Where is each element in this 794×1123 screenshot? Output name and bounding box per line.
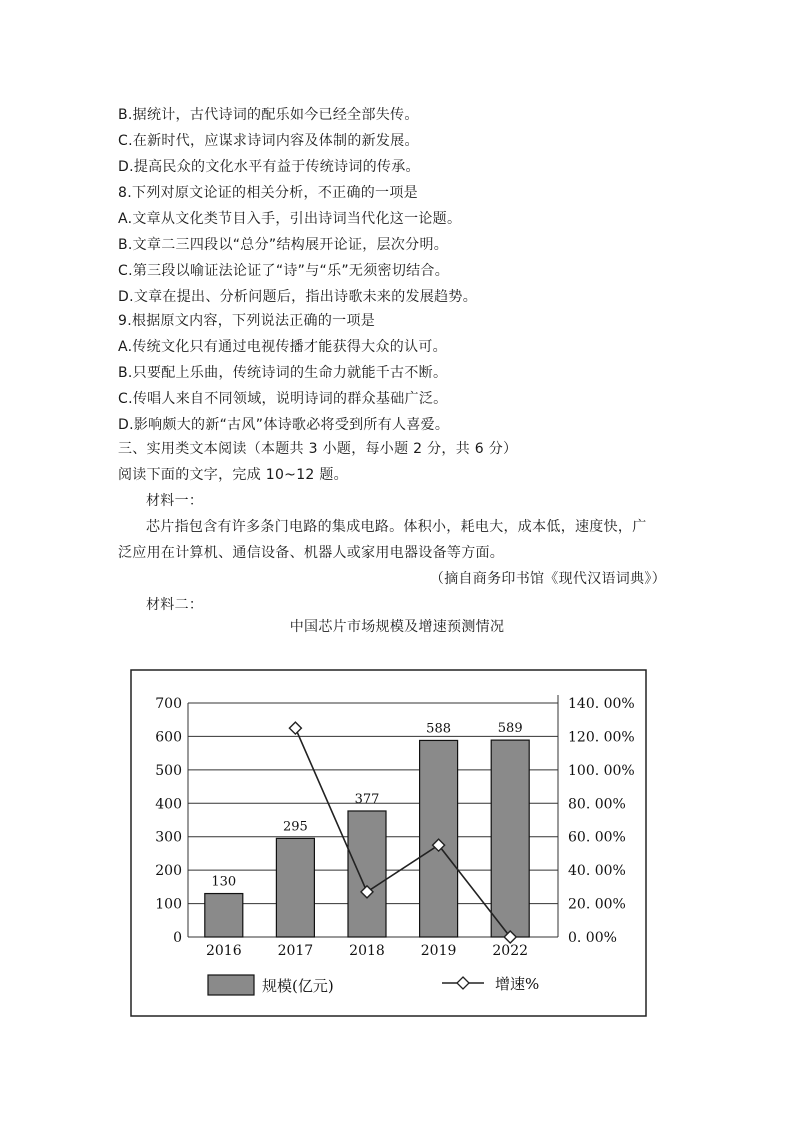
material-1-body-1: 芯片指包含有许多条门电路的集成电路。体积小，耗电大，成本低，速度快，广 xyxy=(146,519,647,535)
x-tick-label: 2019 xyxy=(420,943,457,959)
material-2-label: 材料二： xyxy=(146,597,204,613)
question-8: 8.下列对原文论证的相关分析，不正确的一项是 xyxy=(118,185,418,201)
legend-line-label: 增速% xyxy=(495,975,540,993)
y-right-tick-label: 140. 00% xyxy=(568,696,635,712)
q8-option-b: B.文章二三四段以“总分”结构展开论证，层次分明。 xyxy=(118,237,449,253)
bar xyxy=(491,740,529,937)
y-right-tick-label: 60. 00% xyxy=(568,829,626,846)
bar-data-label: 295 xyxy=(282,819,308,835)
growth-line xyxy=(295,728,510,937)
bar-data-label: 130 xyxy=(211,874,237,890)
q8-option-a: A.文章从文化类节目入手，引出诗词当代化这一论题。 xyxy=(118,211,462,227)
x-tick-label: 2022 xyxy=(492,943,529,959)
y-left-tick-label: 700 xyxy=(155,696,182,712)
bar-data-label: 589 xyxy=(497,721,523,737)
x-tick-label: 2017 xyxy=(277,943,314,959)
y-right-tick-label: 20. 00% xyxy=(568,896,626,913)
material-1-label: 材料一： xyxy=(146,493,204,509)
reading-instruction: 阅读下面的文字，完成 10~12 题。 xyxy=(118,467,348,483)
bar xyxy=(348,811,386,937)
option-c-text: C.在新时代，应谋求诗词内容及体制的新发展。 xyxy=(118,133,419,149)
y-right-tick-label: 80. 00% xyxy=(568,796,626,813)
x-tick-label: 2018 xyxy=(349,943,385,959)
y-right-tick-label: 120. 00% xyxy=(568,729,635,746)
y-right-tick-label: 40. 00% xyxy=(568,863,626,880)
y-left-tick-label: 0 xyxy=(173,930,182,946)
growth-marker xyxy=(289,722,301,734)
section-3-heading: 三、实用类文本阅读（本题共 3 小题，每小题 2 分，共 6 分） xyxy=(118,441,518,457)
legend-bar-swatch xyxy=(208,975,254,995)
q9-option-a: A.传统文化只有通过电视传播才能获得大众的认可。 xyxy=(118,339,447,355)
y-right-tick-label: 0. 00% xyxy=(568,930,617,946)
y-left-tick-label: 500 xyxy=(155,762,182,779)
material-1-body-2: 泛应用在计算机、通信设备、机器人或家用电器设备等方面。 xyxy=(118,545,505,561)
bar xyxy=(276,838,314,937)
chart-title: 中国芯片市场规模及增速预测情况 xyxy=(289,619,505,635)
bar-data-label: 588 xyxy=(426,721,452,737)
bar xyxy=(205,894,243,937)
option-b-text: B.据统计，古代诗词的配乐如今已经全部失传。 xyxy=(118,107,419,123)
bar-data-label: 377 xyxy=(354,791,380,807)
y-left-tick-label: 200 xyxy=(155,863,182,880)
option-d-text: D.提高民众的文化水平有益于传统诗词的传承。 xyxy=(118,159,420,175)
q9-option-d: D.影响颇大的新“古风”体诗歌必将受到所有人喜爱。 xyxy=(118,417,450,433)
question-9: 9.根据原文内容，下列说法正确的一项是 xyxy=(118,313,376,329)
q9-option-c: C.传唱人来自不同领域，说明诗词的群众基础广泛。 xyxy=(118,391,448,407)
y-left-tick-label: 300 xyxy=(155,829,182,846)
y-left-tick-label: 600 xyxy=(155,729,182,746)
y-left-tick-label: 100 xyxy=(155,896,182,913)
legend-marker xyxy=(457,977,469,989)
material-1-source: （摘自商务印书馆《现代汉语词典》） xyxy=(429,571,666,587)
legend-bar-label: 规模(亿元) xyxy=(262,977,334,995)
q9-option-b: B.只要配上乐曲，传统诗词的生命力就能千古不断。 xyxy=(118,365,448,381)
q8-option-c: C.第三段以喻证法论证了“诗”与“乐”无须密切结合。 xyxy=(118,263,450,279)
y-right-tick-label: 100. 00% xyxy=(568,762,635,779)
y-left-tick-label: 400 xyxy=(155,796,182,813)
x-tick-label: 2016 xyxy=(205,943,242,959)
q8-option-d: D.文章在提出、分析问题后，指出诗歌未来的发展趋势。 xyxy=(118,289,478,305)
